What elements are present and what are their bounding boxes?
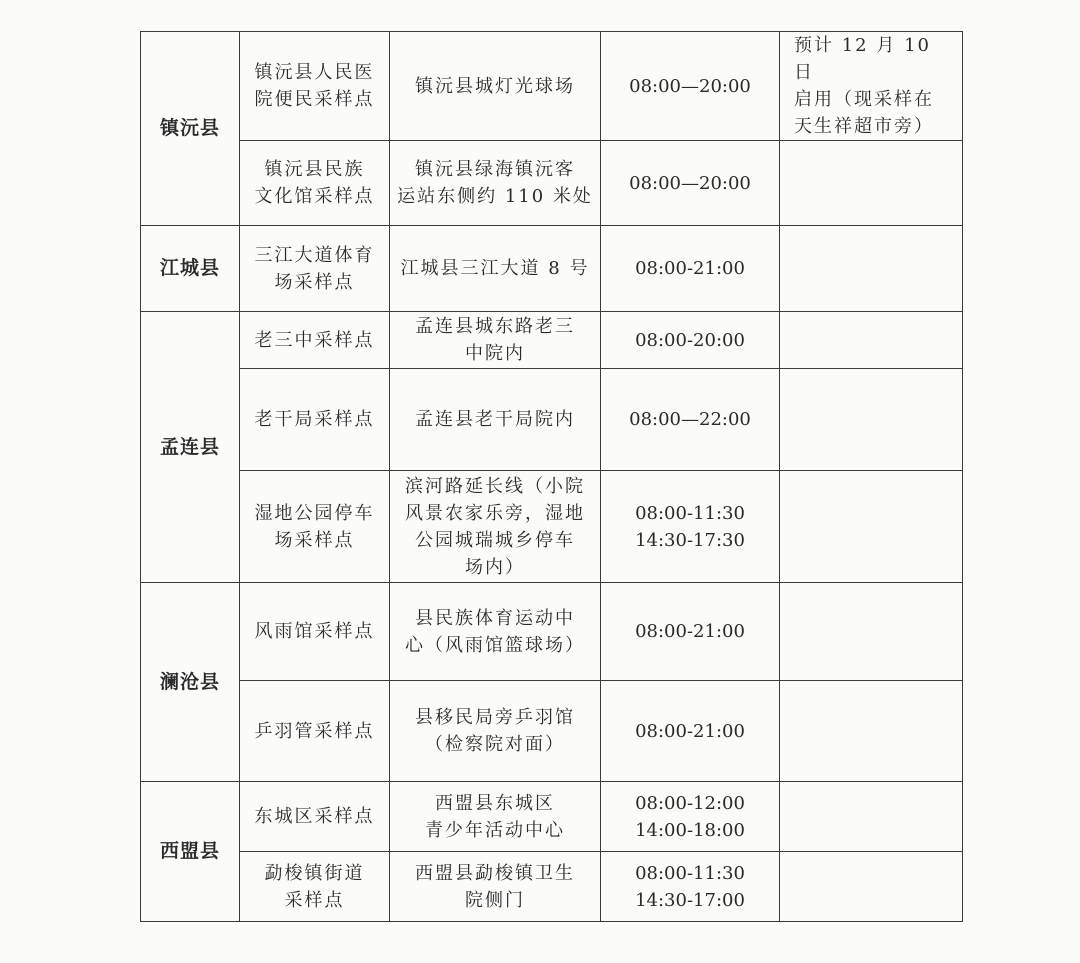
site-cell: 老三中采样点 xyxy=(240,312,390,369)
site-cell: 勐梭镇街道 采样点 xyxy=(240,852,390,922)
address-cell: 孟连县老干局院内 xyxy=(390,369,601,471)
table-row xyxy=(141,369,963,471)
table-row xyxy=(141,471,963,583)
hours-cell: 08:00—20:00 xyxy=(601,32,780,141)
site-cell: 镇沅县人民医 院便民采样点 xyxy=(240,32,390,141)
site-cell: 乒羽管采样点 xyxy=(240,681,390,782)
county-cell: 江城县 xyxy=(141,226,240,312)
table-row xyxy=(141,141,963,226)
hours-cell: 08:00-21:00 xyxy=(601,226,780,312)
table-row xyxy=(141,312,963,369)
hours-cell: 08:00-21:00 xyxy=(601,583,780,681)
address-cell: 西盟县勐梭镇卫生 院侧门 xyxy=(390,852,601,922)
note-cell xyxy=(780,369,963,471)
site-cell: 湿地公园停车 场采样点 xyxy=(240,471,390,583)
note-cell xyxy=(780,471,963,583)
site-cell: 东城区采样点 xyxy=(240,782,390,852)
site-cell: 三江大道体育 场采样点 xyxy=(240,226,390,312)
note-cell xyxy=(780,583,963,681)
hours-cell: 08:00-20:00 xyxy=(601,312,780,369)
hours-cell: 08:00—22:00 xyxy=(601,369,780,471)
table-row xyxy=(141,226,963,312)
table-row xyxy=(141,681,963,782)
sampling-sites-table xyxy=(140,31,963,922)
address-cell: 孟连县城东路老三 中院内 xyxy=(390,312,601,369)
address-cell: 江城县三江大道 8 号 xyxy=(390,226,601,312)
site-cell: 风雨馆采样点 xyxy=(240,583,390,681)
note-cell xyxy=(780,141,963,226)
address-cell: 镇沅县绿海镇沅客 运站东侧约 110 米处 xyxy=(390,141,601,226)
note-cell xyxy=(780,226,963,312)
note-cell xyxy=(780,782,963,852)
address-cell: 西盟县东城区 青少年活动中心 xyxy=(390,782,601,852)
note-cell xyxy=(780,312,963,369)
address-cell: 镇沅县城灯光球场 xyxy=(390,32,601,141)
table-row xyxy=(141,32,963,141)
address-cell: 滨河路延长线（小院 风景农家乐旁，湿地 公园城瑞城乡停车 场内） xyxy=(390,471,601,583)
hours-cell: 08:00-21:00 xyxy=(601,681,780,782)
address-cell: 县民族体育运动中 心（风雨馆篮球场） xyxy=(390,583,601,681)
table-row xyxy=(141,852,963,922)
county-cell: 孟连县 xyxy=(141,312,240,583)
hours-cell: 08:00-12:00 14:00-18:00 xyxy=(601,782,780,852)
site-cell: 老干局采样点 xyxy=(240,369,390,471)
table-row xyxy=(141,583,963,681)
note-cell xyxy=(780,681,963,782)
note-cell xyxy=(780,852,963,922)
address-cell: 县移民局旁乒羽馆 （检察院对面） xyxy=(390,681,601,782)
county-cell: 西盟县 xyxy=(141,782,240,922)
hours-cell: 08:00-11:30 14:30-17:00 xyxy=(601,852,780,922)
county-cell: 镇沅县 xyxy=(141,32,240,226)
county-cell: 澜沧县 xyxy=(141,583,240,782)
hours-cell: 08:00—20:00 xyxy=(601,141,780,226)
site-cell: 镇沅县民族 文化馆采样点 xyxy=(240,141,390,226)
note-cell: 预计 12 月 10 日 启用（现采样在 天生祥超市旁） xyxy=(780,32,963,141)
hours-cell: 08:00-11:30 14:30-17:30 xyxy=(601,471,780,583)
table-row xyxy=(141,782,963,852)
